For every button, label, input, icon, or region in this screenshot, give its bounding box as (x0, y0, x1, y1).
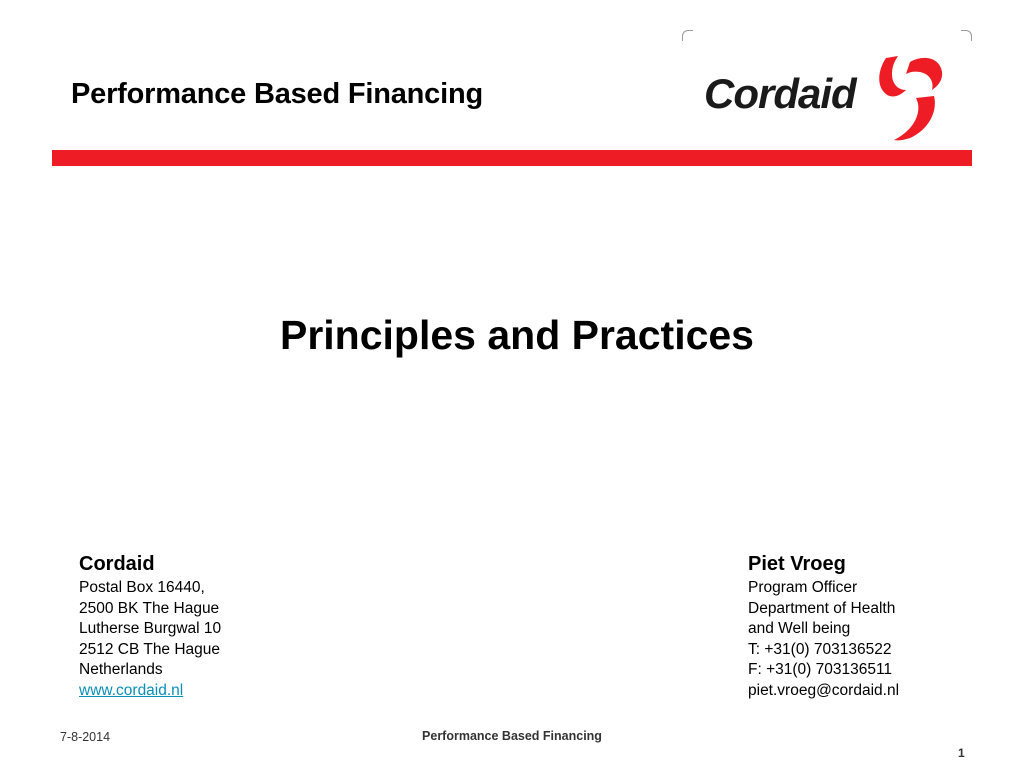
address-line: Postal Box 16440, (79, 579, 205, 596)
organization-contact (79, 552, 221, 701)
cordaid-swirl-icon (864, 50, 964, 150)
logo-corner-mark (961, 30, 972, 41)
address-line: Lutherse Burgwal 10 (79, 620, 222, 637)
person-name: Piet Vroeg (748, 553, 846, 575)
address-line: 2512 CB The Hague (79, 640, 221, 658)
footer-date: 7-8-2014 (60, 730, 111, 744)
logo-corner-mark (682, 30, 693, 41)
organization-name: Cordaid (79, 553, 155, 575)
logo-wordmark: Cordaid (704, 70, 856, 117)
header-title: Performance Based Financing (71, 78, 483, 110)
footer-title: Performance Based Financing (422, 729, 602, 743)
fax-number: F: +31(0) 703136511 (748, 661, 893, 678)
phone-number: T: +31(0) 703136522 (748, 640, 892, 658)
job-title: Program Officer (748, 579, 858, 596)
website-link[interactable]: www.cordaid.nl (79, 681, 184, 699)
page-number: 1 (958, 746, 965, 760)
department-line: and Well being (748, 620, 851, 637)
logo (682, 30, 972, 150)
person-contact (748, 552, 899, 701)
department-line: Department of Health (748, 599, 896, 617)
address-line: Netherlands (79, 661, 163, 678)
slide-title: Principles and Practices (279, 312, 754, 358)
email-address: piet.vroeg@cordaid.nl (748, 681, 900, 699)
address-line: 2500 BK The Hague (79, 599, 220, 617)
accent-bar (52, 150, 972, 166)
